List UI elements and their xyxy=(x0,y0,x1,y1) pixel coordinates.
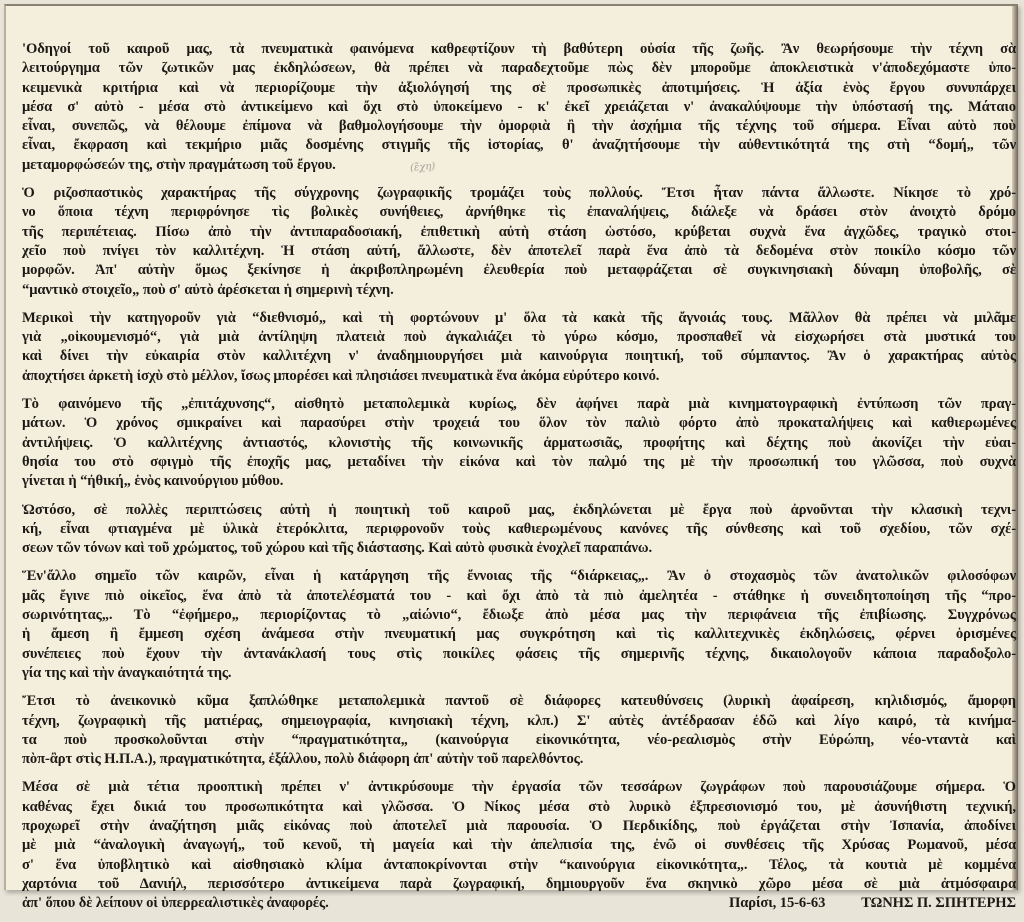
text-line: εἶναι, συνεπῶς, νὰ θέλουμε ἐπίμονα νὰ βαθμολογήσουμε τὴν ὀμορφιὰ ἢ τὴν ἀσχήμια τῆς τέχνης τοῦ σήμερα. Εἶναι αὐτὸ ποὺ xyxy=(22,118,1016,135)
article-body xyxy=(22,40,1016,922)
text-line: Ὡστόσο, σὲ πολλὲς περιπτώσεις αὐτὴ ἡ ποιητικὴ τοῦ καιροῦ μας, ἐκδηλώνεται μὲ ἔργα ποὺ ἀρνοῦνται τὴν κλασικὴ τεχνι- xyxy=(22,501,1016,518)
text-line: εἶναι, ἔκφραση καὶ τεκμήριο μιᾶς δοσμένης στιγμῆς τῆς ἱστορίας, θ' ἀναζητήσουμε τὴν αὐθεντικότητά της στὴ “δομή„ τῶν xyxy=(22,137,1016,154)
place-date: Παρίσι, 15-6-63 xyxy=(728,895,826,912)
text-line: καὶ δίνει τὴν εὐκαιρία στὸν καλλιτέχνη ν' ἀναδημιουργήσει μιὰ καινούργια ποιητική, τοῦ σύμπαντος. Ἂν ὁ χαρακτήρας αὐτὸς xyxy=(22,348,1016,365)
paragraph xyxy=(22,778,1016,913)
text-line: χεῖο ποὺ πνίγει τὸν καλλιτέχνη. Ἡ στάση αὐτή, ἄλλωστε, δὲν ἀποτελεῖ παρὰ ἕνα ἀπὸ τὰ δεδομένα στὸν ποικίλο κόσμο τῶν xyxy=(22,242,1016,259)
text-line: τα ποὺ προσκολοῦνται στὴν “πραγματικότητα„ (καινούργια εἰκονικότητα, νέο-ρεαλισμὸς στὴν Εὐρώπη, νέο-νταντὰ καὶ xyxy=(22,731,1016,748)
text-line: μεταμορφώσεών της, στὴν πραγμάτωση τοῦ ἔργου. xyxy=(22,156,336,173)
paragraph xyxy=(22,567,1016,683)
text-line: μάτων. Ὁ χρόνος σμικραίνει καὶ παρασύρει στὴν τροχειά του ὅλον τὸν παλιὸ φόρτο ἀπὸ προκαταλήψεις καὶ καθιερωμένες xyxy=(22,415,1016,432)
text-line: τέχνη, ζωγραφικὴ τῆς ματιέρας, σημειογραφία, κινησιακὴ τέχνη, κλπ.) Σ' αὐτὲς ἀντέδρασαν ἐδῶ καὶ λίγο καιρό, τὰ κινήμα- xyxy=(22,712,1016,729)
text-line: Τὸ φαινόμενο τῆς „ἐπιτάχυνσης“, αἰσθητὸ μεταπολεμικὰ κυρίως, δὲν ἀφήνει παρὰ μιὰ κινηματογραφικὴ ἐντύπωση τῶν πραγ- xyxy=(22,396,1016,413)
text-line: “μαντικὸ στοιχεῖο„ ποὺ σ' αὐτὸ ἀρέσκεται ἡ σημερινὴ τέχνη. xyxy=(22,281,394,298)
text-line: Μερικοὶ τὴν κατηγοροῦν γιὰ “διεθνισμό„ καὶ τὴ φορτώνουν μ' ὅλα τὰ κακὰ τῆς ἄγνοιάς τους. Μᾶλλον θὰ πρέπει νὰ μιλᾶμε xyxy=(22,309,1016,326)
text-line: κειμενικὰ κριτήρια καὶ νὰ περιορίζουμε τὴν ἀξιολόγησή της σὲ προσωπικὲς ἀποτιμήσεις. Ἡ ἀξία ἑνὸς ἔργου συνυπάρχει xyxy=(22,79,1016,96)
scanned-page xyxy=(4,4,1018,912)
text-line: καθένας ἔχει δικιά του προσωπικότητα καὶ γλῶσσα. Ὁ Νίκος μέσα στὸ λυρικὸ ἐξπρεσιονισμό του, μὲ ἀσυνήθιστη τεχνική, xyxy=(22,798,1016,815)
paragraph xyxy=(22,501,1016,559)
text-line: σωρινότητας„. Τὸ “ἐφήμερο„ περιορίζοντας τὸ „αἰώνιο“, ἔδιωξε ἀπὸ μέσα μας τὴν περιφάνεια τῆς ἐπιβίωσης. Συγχρόνως xyxy=(22,607,1016,624)
text-line: Ὁ ριζοσπαστικὸς χαρακτήρας τῆς σύγχρονης ζωγραφικῆς τρομάζει τοὺς πολλούς. Ἔτσι ἦταν πάντα ἄλλωστε. Νίκησε τὸ χρό- xyxy=(22,185,1016,202)
author-signature: ΤΩΝΗΣ Π. ΣΠΗΤΕΡΗΣ xyxy=(861,895,1016,912)
text-line: τῆς περιπέτειας. Πίσω ἀπὸ τὴν ἀντιπαραδοσιακή, ἐπιθετικὴ αὐτὴ στάση ὡστόσο, κρύβεται συχνὰ ἕνα ἀγχῶδες, τραγικὸ στοι- xyxy=(22,223,1016,240)
text-line: μορφῶν. Ἀπ' αὐτὴν ὅμως ξεκίνησε ἡ ἀκριβοπληρωμένη ἐλευθερία ποὺ μεταφράζεται σὲ συγκινησιακὴ δύναμη ὑποβολῆς, σὲ xyxy=(22,262,1016,279)
text-line: γιὰ „οἰκουμενισμό“, γιὰ μιὰ ἀντίληψη πλατειὰ ποὺ ἀγκαλιάζει τὸ γύρω κόσμο, προσπαθεῖ νὰ εἰσχωρήσει στὰ μυστικά του xyxy=(22,329,1016,346)
text-line: μέσα σ' αὐτὸ - μέσα στὸ ἀντικείμενο καὶ ὄχι στὸ ὑποκείμενο - κ' ἐκεῖ χρειάζεται ν' ἀνακαλύψουμε τὴν ὑπόστασή της. Μάταιο xyxy=(22,98,1016,115)
text-line: σ' ἕνα ὑποβλητικὸ καὶ αἰσθησιακὸ κλίμα ἀνταποκρίνονται στὴν “καινούργια εἰκονικότητα„. Τέλος, τὰ κουτιὰ μὲ κομμένα xyxy=(22,856,1016,873)
text-line: λειτούργημα τῶν ζωτικῶν μας ἐκδηλώσεων, θὰ πρέπει νὰ παραδεχτοῦμε πὼς δὲν μποροῦμε ἀποκλειστικὰ ν'ἀποδεχόμαστε ὑπο- xyxy=(22,60,1016,77)
text-line: Μέσα σὲ μιὰ τέτια προοπτικὴ πρέπει ν' ἀντικρύσουμε τὴν ἐργασία τῶν τεσσάρων ζωγράφων ποὺ παρουσιάζουμε σήμερα. Ὁ xyxy=(22,779,1016,796)
paragraph xyxy=(22,184,1016,300)
text-line: κή, εἶναι φτιαγμένα μὲ ὑλικὰ ἑτερόκλιτα, περιφρονοῦν τοὺς καθιερωμένους κανόνες τῆς σύνθεσης καὶ τοῦ σχεδίου, τῶν σχέ- xyxy=(22,520,1016,537)
text-line: 'Οδηγοί τοῦ καιροῦ μας, τὰ πνευματικὰ φαινόμενα καθρεφτίζουν τὴ βαθύτερη οὐσία τῆς ζωῆς. Ἂν θεωρήσουμε τὴν τέχνη σὰ xyxy=(22,41,1016,57)
text-line: συνέπειες ποὺ ἔχουν τὴν ἀντανάκλασή τους στὶς ποικίλες φάσεις τῆς σημερινῆς τέχνης, δικαιολογοῦν κάποια παραδοξολο- xyxy=(22,645,1016,662)
text-line: σεων τῶν τόνων καὶ τοῦ χρώματος, τοῦ χώρου καὶ τῆς διάστασης. Καὶ αὐτὸ φυσικὰ ἐνοχλεῖ παραπάνω. xyxy=(22,540,653,557)
text-line: προχωρεῖ στὴν ἀναζήτηση μιᾶς εἰκόνας ποὺ ἀποτελεῖ μιὰ παρουσία. Ὁ Περδικίδης, ποὺ ἐργάζεται στὴν Ἰσπανία, ἀποδίνει xyxy=(22,817,1016,834)
text-line: θησία του στὸ σφιγμὸ τῆς ἐποχῆς μας, μεταδίνει τὴν εἰκόνα καὶ τὸν παλμό της μὲ τὴν προσωπική του γλῶσσα, ποὺ συχνὰ xyxy=(22,453,1016,470)
text-line: μὲ μιὰ “ἀναλογικὴ ἀναγωγή„ τοῦ κενοῦ, τὴ μαγεία καὶ τὴν ἀπελπισία της, ἐνῶ οἱ συνθέσεις τῆς Χρύσας Ρωμανοῦ, μέσα xyxy=(22,837,1016,854)
text-line: γία της καὶ τὴν ἀναγκαιότητά της. xyxy=(22,664,232,681)
paragraph xyxy=(22,692,1016,769)
text-line: μᾶς ἔγινε πιὸ οἰκεῖος, ἕνα ἀπὸ τὰ ἀποτελέσματά του - καὶ ὄχι ἀπὸ τὰ πιὸ ἀμελητέα - στάθηκε ἡ συνειδητοποίηση τῆς “προ- xyxy=(22,587,1016,604)
closing-text: ἀπ' ὅπου δὲ λείπουν οἱ ὑπερρεαλιστικὲς ἀναφορές. xyxy=(22,895,329,912)
paragraph xyxy=(22,309,1016,386)
text-line: ἀποχτήσει ἀρκετὴ ἰσχὺ στὸ μέλλον, ἴσως μπορέσει καὶ πλησιάσει πνευματικὰ ἕνα ἀκόμα εὐρύτερο κοινό. xyxy=(22,367,660,384)
text-line: Ἔτσι τὸ ἀνεικονικὸ κῦμα ξαπλώθηκε μεταπολεμικὰ παντοῦ σὲ διάφορες κατευθύνσεις (λυρικὴ ἀφαίρεση, κηλιδισμός, ἄμορφη xyxy=(22,693,1016,710)
text-line: ἡ ἄμεση ἢ ἔμμεση σχέση ἀνάμεσα στὴν πνευματική μας συγκρότηση καὶ τὶς καλλιτεχνικὲς ἐκδηλώσεις, φέρνει ὁρισμένες xyxy=(22,626,1016,643)
text-line: πὸπ-ἂρτ στὶς Η.Π.Α.), πραγματικότητα, ἐξάλλου, πολὺ διάφορη ἀπ' αὐτὴν τοῦ παρελθόντος. xyxy=(22,751,584,768)
paragraph xyxy=(22,40,1016,175)
text-line: γίνεται ἡ “ἠθική„ ἑνὸς καινούργιου μύθου. xyxy=(22,473,284,490)
paragraph xyxy=(22,395,1016,491)
handwritten-margin-note: (ἔχη) xyxy=(409,161,436,174)
text-line: νο ὅποια τέχνη περιφρόνησε τὶς βολικὲς συνήθειες, ἀρνήθηκε τὶς ἐπαναλήψεις, διάλεξε νὰ δράσει στὸν ἀνοιχτὸ δρόμο xyxy=(22,204,1016,221)
text-line: Ἕν'ἄλλο σημεῖο τῶν καιρῶν, εἶναι ἡ κατάργηση τῆς ἔννοιας τῆς “διάρκειας„. Ἂν ὁ στοχασμὸς τῶν ἀνατολικῶν φιλοσόφων xyxy=(22,568,1016,585)
text-line: ἀντιλήψεις. Ὁ καλλιτέχνης ἀντιαστός, κλονιστὴς τῆς κοινωνικῆς ἀρματωσιᾶς, προφήτης καὶ δέχτης ποὺ ἀκονίζει τὴν εὐαι- xyxy=(22,434,1016,451)
text-line: χαρτόνια τοῦ Δανιήλ, περισσότερο ἀντικείμενα παρὰ ζωγραφική, δημιουργοῦν ἕνα σκηνικὸ χῶρο μέσα σὲ μιὰ ἀτμόσφαιρα xyxy=(22,875,1016,892)
